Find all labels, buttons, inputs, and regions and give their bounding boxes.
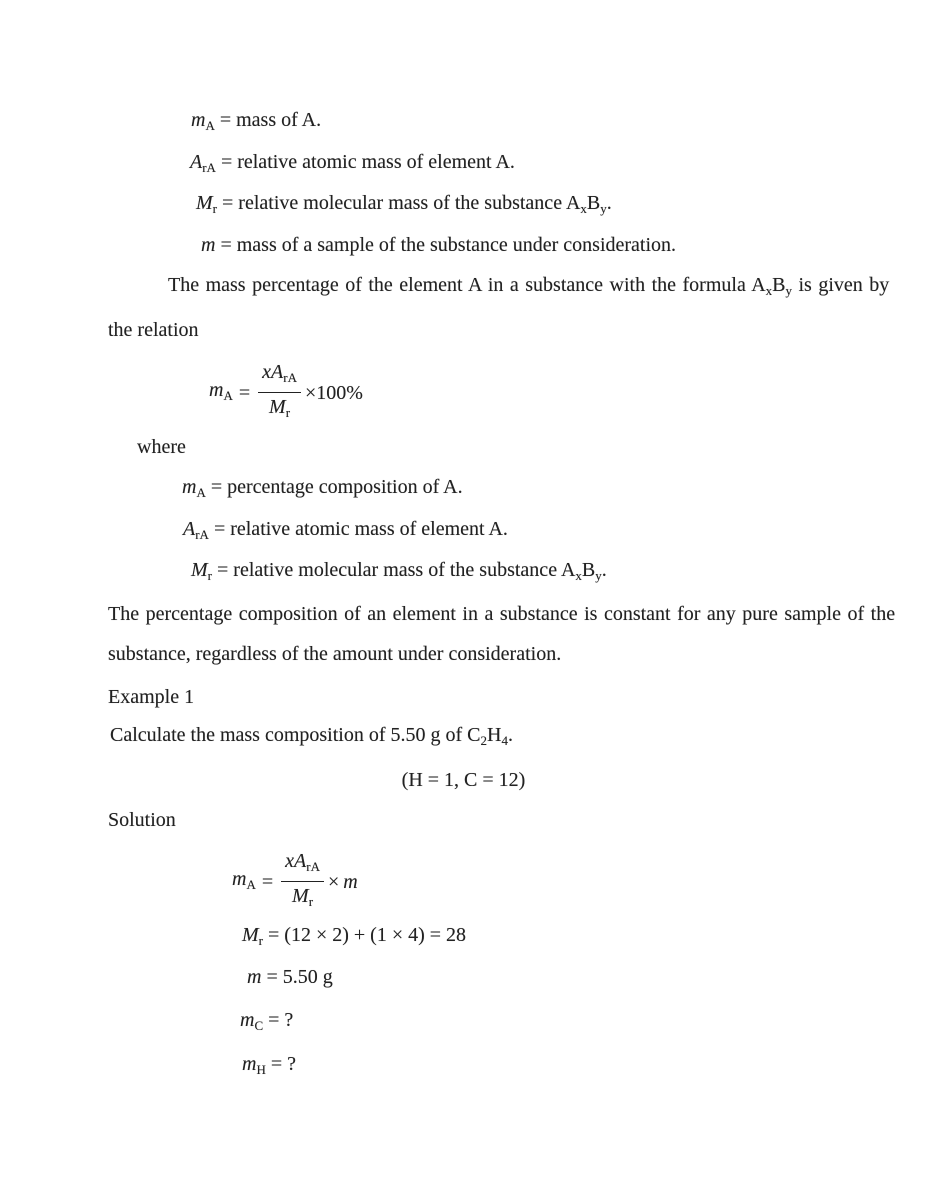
formula-mass-calculation bbox=[232, 849, 358, 914]
paragraph-mass-percentage-line2: the relation bbox=[108, 319, 199, 341]
where-label: where bbox=[137, 436, 186, 458]
fraction bbox=[281, 849, 324, 914]
paragraph-constant-line1: The percentage composition of an element in a substance is constant for any pure sample of the bbox=[108, 603, 896, 625]
paragraph-constant-line2: substance, regardless of the amount under consideration. bbox=[108, 643, 562, 665]
paragraph-mass-percentage-line1: The mass percentage of the element A in a substance with the formula $A_xB_y$ is given by bbox=[168, 274, 890, 298]
definition-line-mr: $M_r$ = relative molecular mass of the substance $A_xB_y$. bbox=[196, 192, 612, 216]
formula-multiplier: × m bbox=[327, 870, 358, 893]
fraction-denominator: $M_r$ bbox=[269, 396, 291, 420]
definition-line-ma-2: $m_A$ = percentage composition of A. bbox=[182, 476, 463, 500]
definition-line-m: m = mass of a sample of the substance under consideration. bbox=[201, 234, 677, 256]
formula-lhs: $m_A$ bbox=[209, 378, 233, 403]
calc-line-mc: $m_C$ = ? bbox=[240, 1009, 294, 1033]
example-problem: Calculate the mass composition of 5.50 g of $C_2H_4$. bbox=[110, 724, 513, 748]
definition-line-ma: $m_A$ = mass of A. bbox=[191, 109, 322, 133]
definition-line-ara: $A_{rA}$ = relative atomic mass of element A. bbox=[190, 151, 515, 175]
definition-line-mr-2: $M_r$ = relative molecular mass of the substance $A_xB_y$. bbox=[191, 559, 607, 583]
fraction-numerator: $xA_{rA}$ bbox=[281, 849, 324, 882]
definition-line-ara-2: $A_{rA}$ = relative atomic mass of element A. bbox=[183, 518, 508, 542]
solution-heading: Solution bbox=[108, 809, 176, 831]
calc-line-mr: $M_r = (12 \times 2) + (1 \times 4) = 28$ bbox=[242, 924, 467, 948]
fraction bbox=[258, 360, 301, 425]
given-data: (H = 1, C = 12) bbox=[401, 769, 526, 791]
fraction-numerator: $xA_{rA}$ bbox=[258, 360, 301, 393]
equals-sign: = bbox=[261, 870, 274, 893]
formula-mass-percentage bbox=[209, 360, 363, 425]
example-heading: Example 1 bbox=[108, 686, 195, 708]
fraction-denominator: $M_r$ bbox=[292, 885, 314, 909]
calc-line-m: m = 5.50 g bbox=[247, 966, 333, 988]
calc-line-mh: $m_H$ = ? bbox=[242, 1053, 296, 1077]
formula-lhs: $m_A$ bbox=[232, 867, 256, 892]
formula-multiplier: ×100% bbox=[304, 381, 363, 404]
equals-sign: = bbox=[238, 381, 251, 404]
